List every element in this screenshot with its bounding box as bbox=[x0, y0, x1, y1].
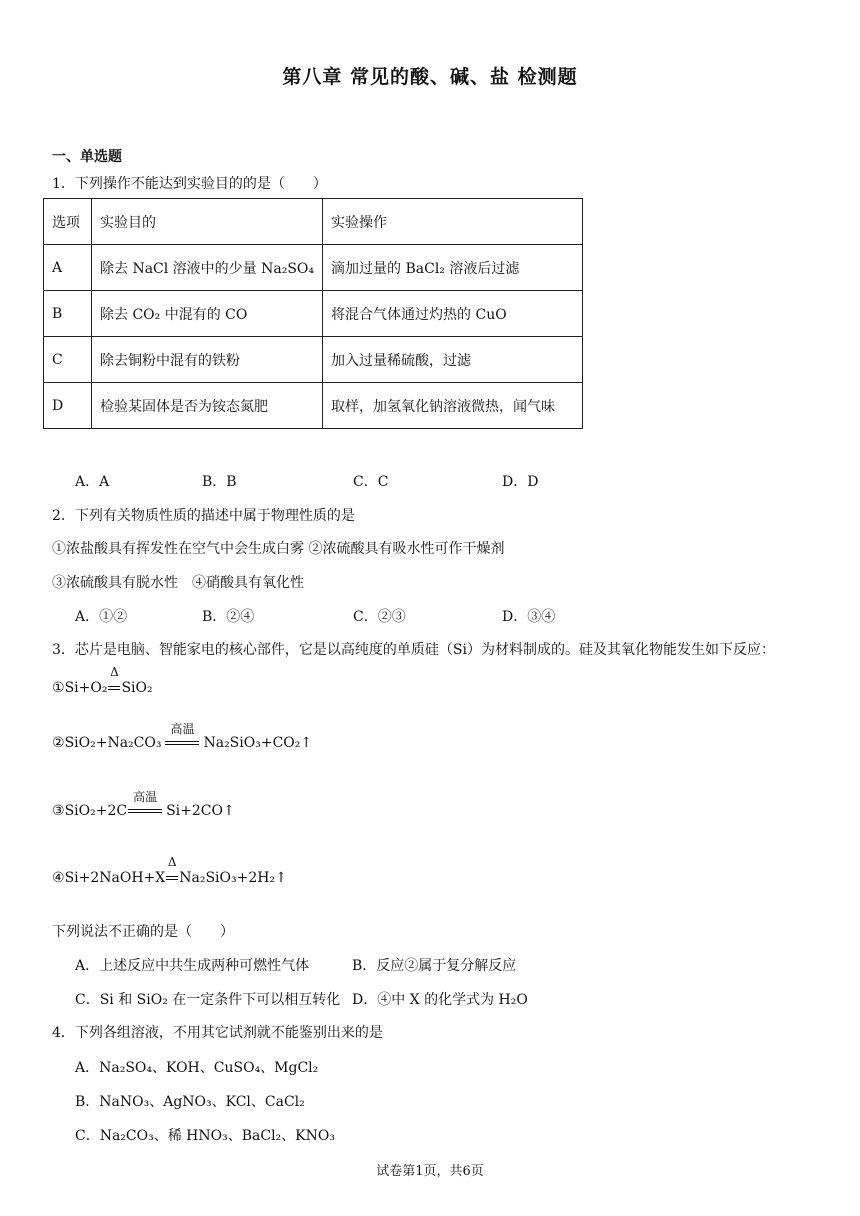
q2-option-d: D．③④ bbox=[502, 609, 556, 625]
page-title: 第八章 常见的酸、碱、盐 检测题 bbox=[282, 66, 578, 88]
table-cell: 检验某固体是否为铵态氮肥 bbox=[92, 383, 323, 429]
q1-option-c: C．C bbox=[353, 474, 389, 490]
section-heading: 一、单选题 bbox=[52, 149, 122, 165]
equation-number: ④ bbox=[52, 870, 65, 886]
question-1-stem: 1．下列操作不能达到实验目的的是（ ） bbox=[52, 176, 327, 192]
table-cell: C bbox=[44, 337, 92, 383]
q4-option-c: C．Na₂CO₃、稀 HNO₃、BaCl₂、KNO₃ bbox=[75, 1128, 335, 1144]
equation-right: Si+2CO↑ bbox=[166, 803, 235, 819]
equation-right: Na₂SiO₃+CO₂↑ bbox=[203, 735, 313, 751]
question-4-stem: 4．下列各组溶液，不用其它试剂就不能鉴别出来的是 bbox=[52, 1025, 383, 1041]
q1-option-a: A．A bbox=[75, 474, 110, 490]
equation-number: ③ bbox=[52, 803, 65, 819]
q1-option-b: B．B bbox=[202, 474, 237, 490]
q3-option-c: C．Si 和 SiO₂ 在一定条件下可以相互转化 bbox=[75, 992, 341, 1008]
high-temp-label: 高温 bbox=[170, 722, 195, 736]
equals-sign bbox=[165, 741, 199, 745]
q2-option-c: C．②③ bbox=[353, 609, 406, 625]
table-cell: D bbox=[44, 383, 92, 429]
equals-sign bbox=[166, 876, 178, 880]
equation-left: Si+2NaOH+X bbox=[64, 870, 166, 886]
question-2-line-1: ①浓盐酸具有挥发性在空气中会生成白雾 ②浓硫酸具有吸水性可作干燥剂 bbox=[52, 541, 505, 557]
heat-symbol: Δ bbox=[110, 665, 119, 679]
table-cell: 将混合气体通过灼热的 CuO bbox=[323, 291, 583, 337]
equation-right: SiO₂ bbox=[121, 680, 153, 696]
table-cell: 滴加过量的 BaCl₂ 溶液后过滤 bbox=[323, 245, 583, 291]
table-cell: 除去 CO₂ 中混有的 CO bbox=[92, 291, 323, 337]
q3-option-a: A．上述反应中共生成两种可燃性气体 bbox=[75, 958, 310, 974]
page-footer: 试卷第1页，共6页 bbox=[376, 1164, 484, 1179]
equation-number: ② bbox=[52, 735, 65, 751]
q2-option-b: B．②④ bbox=[202, 609, 255, 625]
equation-3 bbox=[52, 790, 235, 819]
table-cell: A bbox=[44, 245, 92, 291]
equation-1 bbox=[52, 665, 153, 696]
q3-option-b: B．反应②属于复分解反应 bbox=[352, 958, 517, 974]
question-1-table bbox=[43, 198, 583, 429]
heat-condition bbox=[107, 665, 121, 696]
equation-2 bbox=[52, 722, 313, 751]
table-cell: 除去 NaCl 溶液中的少量 Na₂SO₄ bbox=[92, 245, 323, 291]
equation-left: Si+O₂ bbox=[64, 680, 108, 696]
table-header-cell: 实验操作 bbox=[323, 199, 583, 245]
table-cell: 除去铜粉中混有的铁粉 bbox=[92, 337, 323, 383]
table-row bbox=[44, 291, 583, 337]
equals-sign bbox=[128, 809, 162, 813]
table-row bbox=[44, 245, 583, 291]
high-temp-condition bbox=[127, 790, 163, 819]
question-2-stem: 2．下列有关物质性质的描述中属于物理性质的是 bbox=[52, 508, 355, 524]
table-header-cell: 实验目的 bbox=[92, 199, 323, 245]
q3-option-d: D．④中 X 的化学式为 H₂O bbox=[352, 992, 528, 1008]
table-row bbox=[44, 337, 583, 383]
question-3-ask: 下列说法不正确的是（ ） bbox=[52, 924, 234, 940]
q4-option-b: B．NaNO₃、AgNO₃、KCl、CaCl₂ bbox=[75, 1094, 305, 1110]
table-cell: B bbox=[44, 291, 92, 337]
high-temp-condition bbox=[164, 722, 200, 751]
question-3-stem: 3．芯片是电脑、智能家电的核心部件，它是以高纯度的单质硅（Si）为材料制成的。硅及其氧化物能发生如下反应： bbox=[52, 642, 775, 658]
q1-option-d: D．D bbox=[502, 474, 539, 490]
heat-symbol: Δ bbox=[167, 855, 177, 869]
table-header-cell: 选项 bbox=[44, 199, 92, 245]
equation-left: SiO₂+2C bbox=[64, 803, 128, 819]
table-cell: 加入过量稀硫酸，过滤 bbox=[323, 337, 583, 383]
heat-condition bbox=[165, 855, 179, 886]
high-temp-label: 高温 bbox=[133, 790, 158, 804]
table-cell: 取样，加氢氧化钠溶液微热，闻气味 bbox=[323, 383, 583, 429]
q2-option-a: A．①② bbox=[75, 609, 128, 625]
table-row bbox=[44, 383, 583, 429]
equation-4 bbox=[52, 855, 287, 886]
equals-sign bbox=[108, 686, 120, 690]
equation-number: ① bbox=[52, 680, 65, 696]
equation-right: Na₂SiO₃+2H₂↑ bbox=[179, 870, 287, 886]
table-header-row bbox=[44, 199, 583, 245]
question-2-line-2: ③浓硫酸具有脱水性 ④硝酸具有氧化性 bbox=[52, 575, 304, 591]
equation-left: SiO₂+Na₂CO₃ bbox=[64, 735, 162, 751]
q4-option-a: A．Na₂SO₄、KOH、CuSO₄、MgCl₂ bbox=[75, 1060, 319, 1076]
